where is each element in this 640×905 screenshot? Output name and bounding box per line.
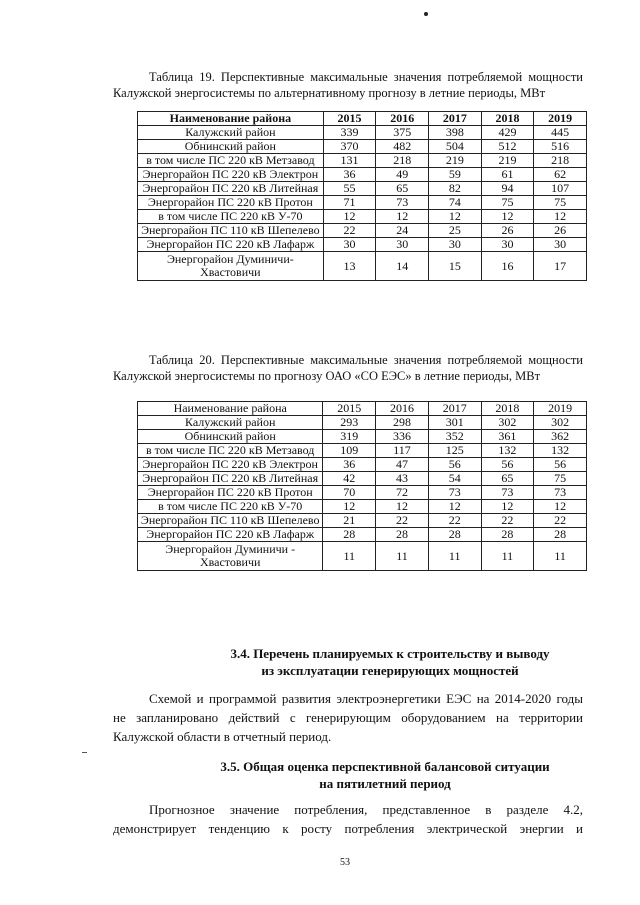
- value-cell: 11: [376, 542, 429, 571]
- margin-mark: [82, 752, 87, 753]
- section35-heading: [190, 758, 580, 792]
- value-cell: 21: [323, 514, 376, 528]
- row-name-cell: Энергорайон ПС 220 кВ Литейная: [138, 472, 323, 486]
- value-cell: 73: [534, 486, 587, 500]
- table19-header-2018: 2018: [481, 112, 534, 126]
- table-row: [138, 458, 587, 472]
- row-name-cell: Обнинский район: [138, 140, 324, 154]
- table-row: [138, 182, 587, 196]
- value-cell: 12: [376, 500, 429, 514]
- value-cell: 12: [534, 500, 587, 514]
- section34-title-line2: из эксплуатации генерирующих мощностей: [261, 663, 519, 678]
- section34-title-line1: 3.4. Перечень планируемых к строительству и выводу: [230, 646, 550, 661]
- value-cell: 59: [429, 168, 482, 182]
- value-cell: 361: [481, 430, 534, 444]
- table-row: [138, 196, 587, 210]
- value-cell: 56: [534, 458, 587, 472]
- value-cell: 56: [428, 458, 481, 472]
- table20-header-2019: 2019: [534, 402, 587, 416]
- table20-caption-line1: Таблица 20. Перспективные максимальные значения потребляемой мощности: [149, 353, 583, 367]
- table19-header-name: Наименование района: [138, 112, 324, 126]
- value-cell: 22: [376, 514, 429, 528]
- value-cell: 30: [376, 238, 429, 252]
- section35-title-line2: на пятилетний период: [319, 776, 451, 791]
- row-name-cell: в том числе ПС 220 кВ У-70: [138, 210, 324, 224]
- table-row: [138, 126, 587, 140]
- table19-header-row: [138, 112, 587, 126]
- table20-header-row: [138, 402, 587, 416]
- value-cell: 339: [323, 126, 376, 140]
- value-cell: 336: [376, 430, 429, 444]
- value-cell: 26: [534, 224, 587, 238]
- table-row: [138, 486, 587, 500]
- table-row: [138, 140, 587, 154]
- value-cell: 22: [428, 514, 481, 528]
- value-cell: 73: [428, 486, 481, 500]
- value-cell: 12: [534, 210, 587, 224]
- value-cell: 30: [534, 238, 587, 252]
- table20-caption: [113, 352, 583, 384]
- value-cell: 504: [429, 140, 482, 154]
- table-row: [138, 514, 587, 528]
- value-cell: 218: [534, 154, 587, 168]
- value-cell: 131: [323, 154, 376, 168]
- value-cell: 43: [376, 472, 429, 486]
- value-cell: 12: [323, 500, 376, 514]
- value-cell: 109: [323, 444, 376, 458]
- table-row: [138, 444, 587, 458]
- value-cell: 352: [428, 430, 481, 444]
- table20-header-2015: 2015: [323, 402, 376, 416]
- table19-header-2016: 2016: [376, 112, 429, 126]
- section35-para-line2: демонстрирует тенденцию к росту потребления электрической энергии и: [113, 821, 583, 836]
- row-name-cell: в том числе ПС 220 кВ Метзавод: [138, 154, 324, 168]
- value-cell: 24: [376, 224, 429, 238]
- value-cell: 72: [376, 486, 429, 500]
- row-name-cell: Энергорайон ПС 220 кВ Электрон: [138, 458, 323, 472]
- value-cell: 62: [534, 168, 587, 182]
- value-cell: 11: [534, 542, 587, 571]
- value-cell: 370: [323, 140, 376, 154]
- value-cell: 482: [376, 140, 429, 154]
- value-cell: 516: [534, 140, 587, 154]
- value-cell: 15: [429, 252, 482, 281]
- row-name-cell: Обнинский район: [138, 430, 323, 444]
- value-cell: 25: [429, 224, 482, 238]
- value-cell: 36: [323, 168, 376, 182]
- table20-header-2017: 2017: [428, 402, 481, 416]
- table19-caption-line2: Калужской энергосистемы по альтернативному прогнозу в летние периоды, МВт: [113, 86, 546, 100]
- table19-header-2017: 2017: [429, 112, 482, 126]
- value-cell: 11: [481, 542, 534, 571]
- value-cell: 512: [481, 140, 534, 154]
- value-cell: 61: [481, 168, 534, 182]
- table19-header-2019: 2019: [534, 112, 587, 126]
- value-cell: 16: [481, 252, 534, 281]
- value-cell: 28: [428, 528, 481, 542]
- row-name-cell: Энергорайон ПС 220 кВ Протон: [138, 486, 323, 500]
- row-name-cell: Энергорайон Думиничи - Хвастовичи: [138, 542, 323, 571]
- value-cell: 302: [481, 416, 534, 430]
- value-cell: 75: [481, 196, 534, 210]
- value-cell: 298: [376, 416, 429, 430]
- value-cell: 11: [428, 542, 481, 571]
- value-cell: 26: [481, 224, 534, 238]
- value-cell: 132: [481, 444, 534, 458]
- value-cell: 73: [481, 486, 534, 500]
- value-cell: 301: [428, 416, 481, 430]
- value-cell: 30: [429, 238, 482, 252]
- section34-para-line1: Схемой и программой развития электроэнергетики ЕЭС на 2014-2020 годы: [149, 691, 583, 706]
- row-name-cell: Энергорайон ПС 220 кВ Лафарж: [138, 238, 324, 252]
- row-name-cell: Энергорайон ПС 110 кВ Шепелево: [138, 514, 323, 528]
- table19-caption-line1: Таблица 19. Перспективные максимальные значения потребляемой мощности: [149, 70, 583, 84]
- value-cell: 302: [534, 416, 587, 430]
- value-cell: 82: [429, 182, 482, 196]
- value-cell: 65: [376, 182, 429, 196]
- section35-para-line1: Прогнозное значение потребления, представленное в разделе 4.2,: [149, 802, 583, 817]
- value-cell: 73: [376, 196, 429, 210]
- value-cell: 11: [323, 542, 376, 571]
- value-cell: 12: [428, 500, 481, 514]
- value-cell: 12: [376, 210, 429, 224]
- value-cell: 117: [376, 444, 429, 458]
- value-cell: 429: [481, 126, 534, 140]
- table20-header-2018: 2018: [481, 402, 534, 416]
- value-cell: 12: [323, 210, 376, 224]
- row-name-cell: Энергорайон ПС 110 кВ Шепелево: [138, 224, 324, 238]
- row-name-cell: Энергорайон ПС 220 кВ Протон: [138, 196, 324, 210]
- table20-header-name: Наименование района: [138, 402, 323, 416]
- row-name-cell: Энергорайон ПС 220 кВ Литейная: [138, 182, 324, 196]
- table-row: [138, 542, 587, 571]
- value-cell: 94: [481, 182, 534, 196]
- value-cell: 47: [376, 458, 429, 472]
- value-cell: 12: [429, 210, 482, 224]
- value-cell: 319: [323, 430, 376, 444]
- value-cell: 22: [534, 514, 587, 528]
- value-cell: 54: [428, 472, 481, 486]
- value-cell: 70: [323, 486, 376, 500]
- section34-paragraph: [113, 689, 583, 746]
- table-row: [138, 430, 587, 444]
- table-row: [138, 168, 587, 182]
- table19-header-2015: 2015: [323, 112, 376, 126]
- value-cell: 22: [481, 514, 534, 528]
- value-cell: 28: [376, 528, 429, 542]
- value-cell: 125: [428, 444, 481, 458]
- value-cell: 17: [534, 252, 587, 281]
- value-cell: 14: [376, 252, 429, 281]
- row-name-cell: Энергорайон Думиничи-Хвастовичи: [138, 252, 324, 281]
- table-row: [138, 252, 587, 281]
- value-cell: 65: [481, 472, 534, 486]
- row-name-cell: в том числе ПС 220 кВ У-70: [138, 500, 323, 514]
- table20-caption-line2: Калужской энергосистемы по прогнозу ОАО «СО ЕЭС» в летние периоды, МВт: [113, 369, 541, 383]
- value-cell: 28: [323, 528, 376, 542]
- table19: [137, 111, 587, 281]
- value-cell: 74: [429, 196, 482, 210]
- value-cell: 219: [481, 154, 534, 168]
- value-cell: 55: [323, 182, 376, 196]
- value-cell: 71: [323, 196, 376, 210]
- table-row: [138, 154, 587, 168]
- section34-para-line2: не запланировано действий с генерирующим оборудованием на территории: [113, 710, 583, 725]
- value-cell: 42: [323, 472, 376, 486]
- table-row: [138, 528, 587, 542]
- value-cell: 30: [481, 238, 534, 252]
- table-row: [138, 472, 587, 486]
- value-cell: 293: [323, 416, 376, 430]
- row-name-cell: Калужский район: [138, 416, 323, 430]
- section35-title-line1: 3.5. Общая оценка перспективной балансовой ситуации: [220, 759, 550, 774]
- row-name-cell: Калужский район: [138, 126, 324, 140]
- page-number: 53: [340, 857, 350, 868]
- row-name-cell: в том числе ПС 220 кВ Метзавод: [138, 444, 323, 458]
- value-cell: 12: [481, 500, 534, 514]
- value-cell: 28: [534, 528, 587, 542]
- table-row: [138, 416, 587, 430]
- section35-paragraph: [113, 800, 583, 838]
- table-row: [138, 210, 587, 224]
- value-cell: 375: [376, 126, 429, 140]
- row-name-cell: Энергорайон ПС 220 кВ Электрон: [138, 168, 324, 182]
- value-cell: 219: [429, 154, 482, 168]
- value-cell: 398: [429, 126, 482, 140]
- scan-dot: [424, 12, 428, 16]
- table-row: [138, 224, 587, 238]
- row-name-cell: Энергорайон ПС 220 кВ Лафарж: [138, 528, 323, 542]
- value-cell: 56: [481, 458, 534, 472]
- value-cell: 362: [534, 430, 587, 444]
- value-cell: 107: [534, 182, 587, 196]
- table20: [137, 401, 587, 571]
- value-cell: 13: [323, 252, 376, 281]
- value-cell: 49: [376, 168, 429, 182]
- value-cell: 218: [376, 154, 429, 168]
- value-cell: 22: [323, 224, 376, 238]
- value-cell: 36: [323, 458, 376, 472]
- value-cell: 75: [534, 472, 587, 486]
- value-cell: 30: [323, 238, 376, 252]
- section34-para-line3: Калужской области в отчетный период.: [113, 729, 332, 744]
- section34-heading: [200, 645, 580, 679]
- value-cell: 12: [481, 210, 534, 224]
- value-cell: 28: [481, 528, 534, 542]
- table-row: [138, 238, 587, 252]
- value-cell: 445: [534, 126, 587, 140]
- value-cell: 75: [534, 196, 587, 210]
- table20-header-2016: 2016: [376, 402, 429, 416]
- table19-caption: [113, 69, 583, 101]
- table-row: [138, 500, 587, 514]
- value-cell: 132: [534, 444, 587, 458]
